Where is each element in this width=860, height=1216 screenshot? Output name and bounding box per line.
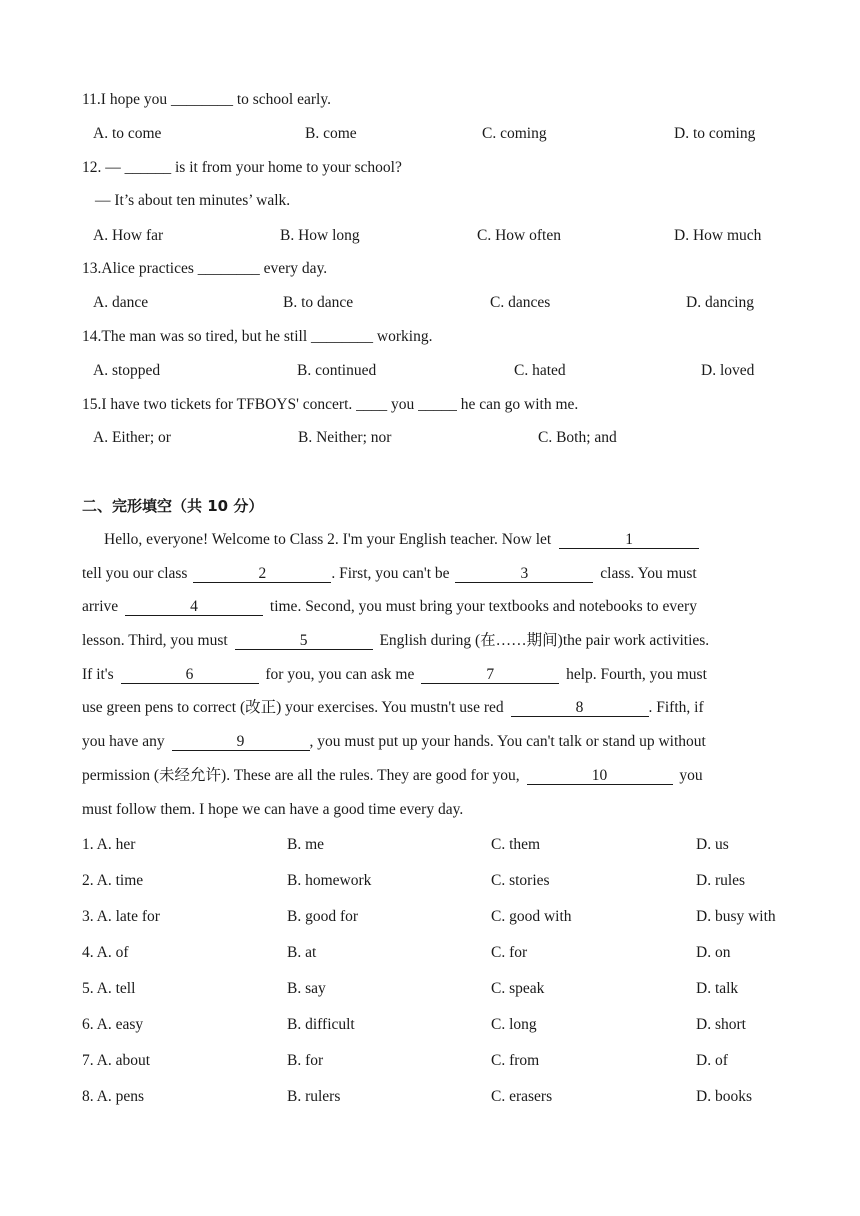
cloze-option: C. good with [491,908,572,925]
option-14-d: D. loved [701,362,755,379]
question-stem: to school early. [232,91,331,108]
cloze-option: C. them [491,836,541,853]
option-13-c: C. dances [490,294,551,311]
cloze-option: 4. A. of [82,944,129,961]
question-11 [82,90,331,110]
answer-blank: ______ [124,159,172,176]
passage-line [82,631,709,651]
option-11-a: A. to come [93,125,162,142]
option-14-c: C. hated [514,362,566,379]
question-12 [82,158,402,178]
cloze-blank: 7 [421,667,559,684]
passage-text: for you, you can ask me [265,666,415,683]
cloze-option: 5. A. tell [82,980,136,997]
option-12-b: B. How long [280,227,360,244]
cloze-option: 3. A. late for [82,908,160,925]
cloze-option: D. busy with [696,908,776,925]
question-stem: 15.I have two tickets for TFBOYS' concert. [82,396,357,413]
cloze-option: B. at [287,944,317,961]
cloze-blank: 2 [193,566,331,583]
option-15-b: B. Neither; nor [298,429,392,446]
cloze-option: C. long [491,1016,537,1033]
cloze-option: B. say [287,980,326,997]
option-11-d: D. to coming [674,125,756,142]
cloze-option: C. speak [491,980,545,997]
passage-text: time. Second, you must bring your textbooks and notebooks to every [269,598,697,615]
passage-text: help. Fourth, you must [566,666,707,683]
cloze-option: D. us [696,836,729,853]
passage-text: . First, you can't be [331,565,450,582]
cloze-blank: 8 [511,700,649,717]
passage-line [82,665,707,685]
option-13-a: A. dance [93,294,149,311]
cloze-option: 8. A. pens [82,1088,144,1105]
cloze-blank: 6 [121,667,259,684]
cloze-option: D. on [696,944,731,961]
passage-text: Hello, everyone! Welcome to Class 2. I'm your English teacher. Now let [104,531,552,548]
answer-blank: ________ [197,260,260,277]
cloze-option: D. books [696,1088,752,1105]
question-15 [82,395,578,415]
cloze-option: 6. A. easy [82,1016,144,1033]
cloze-blank: 5 [235,633,373,650]
option-12-c: C. How often [477,227,561,244]
passage-line: must follow them. I hope we can have a good time every day. [82,801,464,818]
option-15-a: A. Either; or [93,429,171,446]
question-13 [82,259,327,279]
cloze-blank: 4 [125,599,263,616]
passage-text: permission (未经允许). These are all the rules. They are good for you, [82,767,520,784]
question-stem: 13.Alice practices [82,260,198,277]
question-14 [82,327,432,347]
cloze-option: D. short [696,1016,746,1033]
option-14-b: B. continued [297,362,377,379]
option-13-b: B. to dance [283,294,354,311]
cloze-option: C. stories [491,872,550,889]
cloze-blank: 9 [172,734,310,751]
passage-text: use green pens to correct (改正) your exercises. You mustn't use red [82,699,504,716]
cloze-blank: 3 [455,566,593,583]
cloze-option: B. me [287,836,325,853]
question-stem: 14.The man was so tired, but he still [82,328,312,345]
answer-blank: ________ [170,91,233,108]
cloze-option: D. talk [696,980,739,997]
passage-line [82,766,703,786]
cloze-option: B. difficult [287,1016,355,1033]
cloze-option: B. homework [287,872,372,889]
cloze-option: C. for [491,944,528,961]
cloze-option: B. rulers [287,1088,341,1105]
question-stem: you [387,396,419,413]
option-13-d: D. dancing [686,294,755,311]
cloze-option: D. of [696,1052,728,1069]
passage-text: tell you our class [82,565,188,582]
answer-blank: ____ [356,396,388,413]
cloze-blank: 10 [527,768,673,785]
cloze-option: 7. A. about [82,1052,151,1069]
passage-line [104,530,699,550]
passage-text: , you must put up your hands. You can't talk or stand up without [309,733,706,750]
option-15-c: C. Both; and [538,429,617,446]
option-11-c: C. coming [482,125,547,142]
passage-text: you have any [82,733,165,750]
question-stem: is it from your home to your school? [171,159,402,176]
cloze-option: D. rules [696,872,746,889]
passage-text: arrive [82,598,119,615]
passage-line [82,732,706,752]
cloze-blank: 1 [559,532,699,549]
passage-text: If it's [82,666,114,683]
answer-blank: ________ [311,328,374,345]
question-12-reply: — It’s about ten minutes’ walk. [95,192,291,209]
cloze-option: B. good for [287,908,359,925]
cloze-option: 1. A. her [82,836,136,853]
question-stem: 11.I hope you [82,91,171,108]
option-12-d: D. How much [674,227,762,244]
question-stem: 12. — [82,159,125,176]
cloze-option: C. from [491,1052,540,1069]
passage-line [82,597,697,617]
passage-text: you [679,767,703,784]
question-stem: he can go with me. [456,396,579,413]
question-stem: working. [373,328,433,345]
passage-line [82,698,704,718]
passage-text: lesson. Third, you must [82,632,228,649]
passage-text: class. You must [600,565,697,582]
option-14-a: A. stopped [93,362,161,379]
passage-line [82,564,697,584]
cloze-option: 2. A. time [82,872,144,889]
option-12-a: A. How far [93,227,164,244]
question-stem: every day. [259,260,328,277]
cloze-option: C. erasers [491,1088,553,1105]
option-11-b: B. come [305,125,357,142]
answer-blank: _____ [418,396,457,413]
passage-text: . Fifth, if [648,699,704,716]
passage-text: English during (在……期间)the pair work activities. [379,632,710,649]
cloze-option: B. for [287,1052,324,1069]
section-heading: 二、完形填空（共 10 分） [82,497,264,515]
